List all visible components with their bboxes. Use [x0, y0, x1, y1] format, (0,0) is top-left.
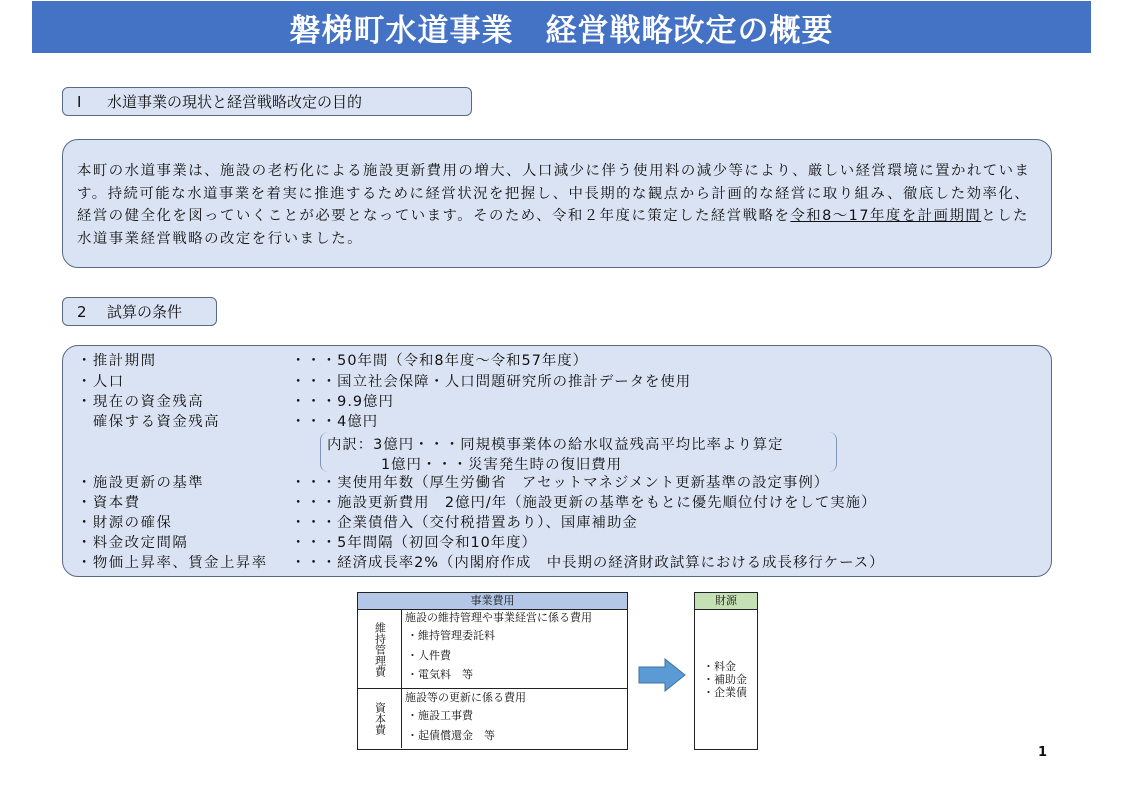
- section-2-heading: [62, 297, 217, 326]
- cost-section-body: [402, 689, 627, 748]
- condition-value: ・・・経済成長率2%（内閣府作成 中長期の経済財政試算における成長移行ケース）: [291, 555, 885, 571]
- cost-item: ・起債償還金 等: [407, 729, 495, 742]
- page-title: 磐梯町水道事業 経営戦略改定の概要: [32, 1, 1091, 53]
- section-2-number: 2: [77, 302, 87, 321]
- breakdown-line: 内訳：3億円・・・同規模事業体の給水収益残高平均比率より算定: [327, 437, 784, 453]
- section-1-panel: [62, 139, 1052, 268]
- section-1-heading: [62, 87, 472, 116]
- cost-side-text: 維持管理費: [373, 621, 387, 677]
- condition-label: ・現在の資金残高: [77, 394, 205, 410]
- section-1-paragraph: [77, 160, 1037, 250]
- condition-label: ・推計期間: [77, 353, 157, 369]
- cost-section-label: [358, 689, 402, 748]
- paragraph-text-end: とした水道事業経営戦略の改定を行いました。: [77, 208, 1029, 247]
- cost-section-capital: [358, 689, 627, 748]
- section-1-number: Ⅰ: [77, 92, 82, 111]
- condition-label: ・料金改定間隔: [77, 535, 189, 551]
- funding-list: [695, 610, 757, 699]
- cost-item: ・人件費: [407, 649, 451, 662]
- section-2-title: 試算の条件: [107, 303, 183, 321]
- condition-value: ・・・50年間（令和8年度～令和57年度）: [291, 353, 589, 369]
- cost-section-maintenance: [358, 610, 627, 689]
- cost-item: ・維持管理委託料: [407, 629, 495, 642]
- funding-table-header: 財源: [695, 593, 757, 610]
- cost-item: ・電気料 等: [407, 668, 473, 681]
- planning-period-highlight: 令和8～17年度を計画期間: [790, 208, 982, 225]
- conditions-panel: [62, 345, 1052, 577]
- section-1-title: 水道事業の現状と経営戦略改定の目的: [107, 93, 363, 111]
- breakdown-line: 1億円・・・災害発生時の復旧費用: [381, 457, 623, 473]
- cost-section-title: 施設等の更新に係る費用: [405, 691, 526, 704]
- funding-item: ・料金: [703, 660, 736, 673]
- cost-section-title: 施設の維持管理や事業経営に係る費用: [405, 611, 592, 624]
- condition-value: ・・・施設更新費用 2億円/年（施設更新の基準をもとに優先順位付けをして実施）: [291, 495, 877, 511]
- cost-section-label: [358, 610, 402, 688]
- funding-item: ・補助金: [703, 673, 747, 686]
- cost-table-header: 事業費用: [358, 593, 627, 610]
- condition-label: ・資本費: [77, 495, 141, 511]
- condition-label: ・施設更新の基準: [77, 475, 205, 491]
- condition-value: ・・・5年間隔（初回令和10年度）: [291, 535, 537, 551]
- condition-label: ・財源の確保: [77, 515, 173, 531]
- condition-value: ・・・国立社会保障・人口問題研究所の推計データを使用: [291, 374, 692, 390]
- page-number: 1: [1038, 745, 1048, 760]
- business-cost-table: [357, 592, 628, 750]
- cost-section-body: [402, 610, 627, 688]
- condition-value: ・・・企業債借入（交付税措置あり）、国庫補助金: [291, 515, 638, 531]
- condition-value: ・・・9.9億円: [291, 394, 394, 410]
- funding-item: ・企業債: [703, 686, 747, 699]
- funding-table: [694, 592, 758, 750]
- condition-value: ・・・4億円: [291, 414, 379, 430]
- right-arrow-icon: [638, 658, 686, 692]
- condition-label: ・人口: [77, 374, 125, 390]
- cost-item: ・施設工事費: [407, 709, 473, 722]
- paragraph-text: 本町の水道事業は、施設の老朽化による施設更新費用の増大、人口減少に伴う使用料の減少等により、厳しい経営環境に置かれています。持続可能な水道事業を着実に推進するために経営状況を把握し、中長期的な観点から計画的な経営に取り組み、徹底した効率化、経営の健全化を図っていくことが必要となっています。そのため、令和２年度に策定した経営戦略を: [77, 163, 1031, 225]
- condition-label: 確保する資金残高: [77, 414, 221, 430]
- cost-side-text: 資本費: [373, 702, 387, 735]
- condition-label: ・物価上昇率、賃金上昇率: [77, 555, 268, 571]
- condition-value: ・・・実使用年数（厚生労働省 アセットマネジメント更新基準の設定事例）: [291, 475, 830, 491]
